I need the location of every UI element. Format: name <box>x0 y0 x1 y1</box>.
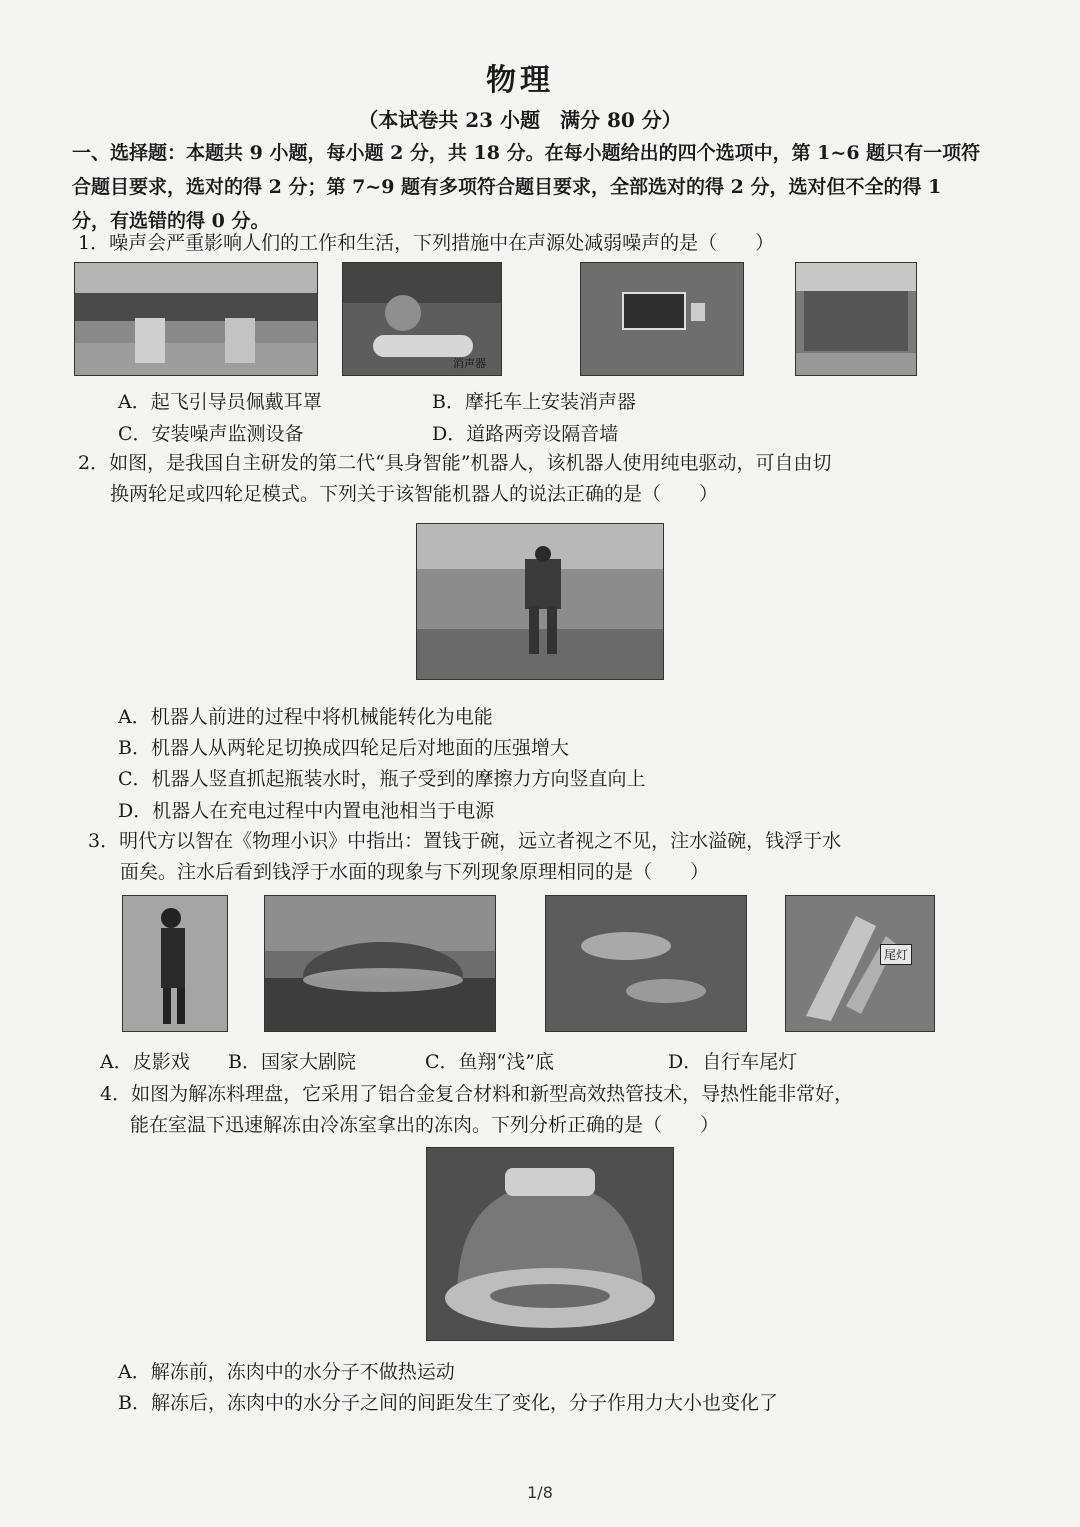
page-title: 物理 <box>486 63 554 98</box>
question-3-stem-line2: 面矣。注水后看到钱浮于水面的现象与下列现象原理相同的是（ ） <box>120 861 710 883</box>
q3-option-a: A．皮影戏 <box>100 1051 190 1073</box>
q3-option-d: D．自行车尾灯 <box>668 1051 798 1073</box>
question-1-stem: 1．噪声会严重影响人们的工作和生活，下列措施中在声源处减弱噪声的是（ ） <box>78 232 775 254</box>
q2-option-a: A．机器人前进的过程中将机械能转化为电能 <box>118 706 493 728</box>
page-number: 1/8 <box>527 1483 553 1502</box>
q2-photo-robot <box>416 523 664 680</box>
q3-photo-fish <box>545 895 747 1032</box>
question-3-stem-line1: 3．明代方以智在《物理小识》中指出：置钱于碗，远立者视之不见，注水溢碗，钱浮于水 <box>88 830 842 852</box>
q3-option-c: C．鱼翔“浅”底 <box>425 1051 554 1073</box>
question-2-stem-line1: 2．如图，是我国自主研发的第二代“具身智能”机器人，该机器人使用纯电驱动，可自由切 <box>78 452 832 474</box>
question-4-stem-line2: 能在室温下迅速解冻由冷冻室拿出的冻肉。下列分析正确的是（ ） <box>130 1114 720 1136</box>
q1-photo-sound-barrier <box>795 262 917 376</box>
q3-taillight-label: 尾灯 <box>880 944 912 965</box>
q3-option-b: B．国家大剧院 <box>228 1051 356 1073</box>
q2-option-b: B．机器人从两轮足切换成四轮足后对地面的压强增大 <box>118 737 569 759</box>
question-4-stem-line1: 4．如图为解冻料理盘，它采用了铝合金复合材料和新型高效热管技术，导热性能非常好， <box>100 1083 854 1105</box>
q1-photo-earmuffs <box>74 262 318 376</box>
q1-muffler-label: 消声器 <box>453 357 486 370</box>
q1-option-b: B．摩托车上安装消声器 <box>432 391 636 413</box>
page-subtitle: （本试卷共 23 小题 满分 80 分） <box>358 108 682 132</box>
q4-option-a: A．解冻前，冻肉中的水分子不做热运动 <box>118 1361 455 1383</box>
q1-option-a: A．起飞引导员佩戴耳罩 <box>118 391 322 413</box>
q4-photo-thaw-tray <box>426 1147 674 1341</box>
q3-photo-shadow-puppet <box>122 895 228 1032</box>
question-2-stem-line2: 换两轮足或四轮足模式。下列关于该智能机器人的说法正确的是（ ） <box>110 483 719 505</box>
q1-option-c: C．安装噪声监测设备 <box>118 423 304 445</box>
q1-photo-muffler <box>342 262 502 376</box>
q1-photo-noise-monitor <box>580 262 744 376</box>
section-intro: 一、选择题：本题共 9 小题，每小题 2 分，共 18 分。在每小题给出的四个选项中，第 1~6 题只有一项符合题目要求，选对的得 2 分；第 7~9 题有多项符合题目要求，全部选对的得 2 分，选对但不全的得 1 分，有选错的得 0 分。 <box>72 142 981 232</box>
q2-option-d: D．机器人在充电过程中内置电池相当于电源 <box>118 800 495 822</box>
q1-option-d: D．道路两旁设隔音墙 <box>432 423 619 445</box>
q3-photo-national-theater <box>264 895 496 1032</box>
q2-option-c: C．机器人竖直抓起瓶装水时，瓶子受到的摩擦力方向竖直向上 <box>118 768 646 790</box>
q3-photo-bike-taillight <box>785 895 935 1032</box>
q4-option-b: B．解冻后，冻肉中的水分子之间的间距发生了变化，分子作用力大小也变化了 <box>118 1392 778 1414</box>
